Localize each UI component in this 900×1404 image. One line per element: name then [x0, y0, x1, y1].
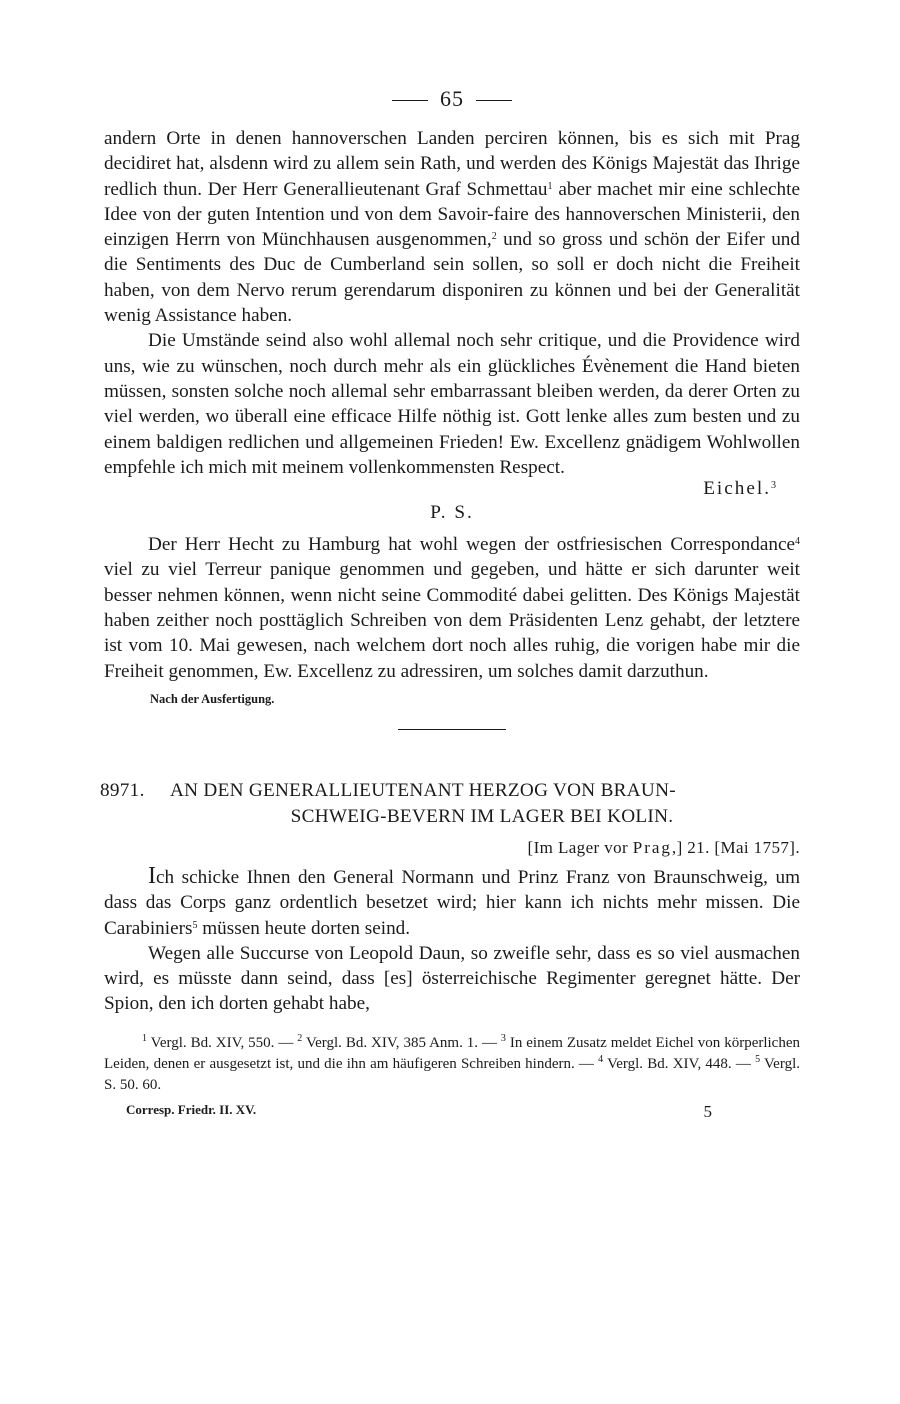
letter-heading [100, 778, 800, 830]
footnote-3: In einem Zusatz meldet Eichel von körperlichen Leiden, denen er ausgesetzt ist, und die ihn am häufigeren Schreiben hindern. — [104, 1034, 800, 1072]
page-header [104, 86, 800, 116]
dateline: [Im Lager vor Prag,] 21. [Mai 1757]. [527, 837, 800, 857]
footnote-ref-1: 1 [547, 180, 553, 192]
letter-8971-paragraph-1: Ich schicke Ihnen den General Normann und Prinz Franz von Braunschweig, um dass das Corps ganz ordentlich besetzet wird; hier kann ich nichts mehr missen. Die Carabiniers$^5$ müssen heute dorten seind. [104, 862, 800, 939]
section-divider [398, 729, 506, 730]
footnote-mark-2: 2 [297, 1032, 303, 1044]
page-footer [104, 1102, 800, 1122]
footnote-mark-5: 5 [755, 1053, 761, 1065]
footnote-5: Vergl. S. 50. 60. [104, 1055, 800, 1093]
footnote-1: Vergl. Bd. XIV, 550. — [147, 1034, 298, 1051]
footnote-ref-4: 4 [795, 536, 800, 548]
letter-paragraph-2: Die Umstände seind also wohl allemal noch sehr critique, und die Providence wird uns, wie zu wünschen, noch durch mehr als ein glückliches Évènement die Hand bieten müssen, sonsten solche noch allemal sehr embarrassant bleiben werden, da derer Orten zu viel werden, wo überall eine efficace Hilfe nöthig ist. Gott lenke alles zum besten und zu einem baldigen redlichen und allgemeinen Frieden! Ew. Excellenz gnädigem Wohlwollen empfehle ich mich mit meinem vollenkommensten Respect. [104, 330, 800, 478]
postscript-heading: P. S. [430, 502, 474, 524]
footnote-ref-3: 3 [771, 480, 778, 492]
footnote-ref-2: 2 [491, 231, 497, 243]
heading-line-1: AN DEN GENERALLIEUTENANT HERZOG VON BRAUN- [170, 779, 676, 801]
source-note: Nach der Ausfertigung. [150, 691, 275, 706]
signature-mark: Corresp. Friedr. II. XV. [126, 1101, 257, 1117]
footnote-mark-3: 3 [500, 1032, 506, 1044]
heading-line-2: SCHWEIG-BEVERN IM LAGER BEI KOLIN. [290, 805, 674, 827]
document-page [100, 86, 800, 1122]
footnote-mark-1: 1 [142, 1032, 147, 1044]
dateline-place: Prag [632, 837, 672, 857]
postscript-paragraph: Der Herr Hecht zu Hamburg hat wohl wegen der ostfriesischen Correspondance$^4$ viel zu viel Terreur panique genommen und gegeben, und hätte er sich darunter weit besser nehmen können, wenn nicht seine Commodité dabei gelitten. Des Königs Majestät haben zeither noch posttäglich Schreiben von dem Präsidenten Lenz gehabt, der letztere ist vom 10. Mai gewesen, nach welchem dort noch alles ruhig, die vorigen habe mir die Freiheit genommen, Ew. Excellenz zu adressiren, um solches damit darzuthun. [104, 534, 800, 682]
footnotes [104, 1033, 800, 1096]
letter-number: 8971. [100, 779, 145, 801]
footnote-mark-4: 4 [598, 1053, 604, 1065]
signature: Eichel.$^3$ [703, 478, 778, 500]
header-dash-left [392, 100, 428, 101]
footnote-4: Vergl. Bd. XIV, 448. — [603, 1055, 756, 1072]
initial-letter: I [148, 862, 156, 889]
footnote-ref-5: 5 [192, 919, 198, 931]
letter-8971-paragraph-2: Wegen alle Succurse von Leopold Daun, so zweifle sehr, dass es so viel ausmachen wird, es müsste dann seind, dass [es] österreichische Regimenter geregnet hätte. Der Spion, den ich dorten gehabt habe, [104, 942, 800, 1015]
page-number: 65 [440, 86, 464, 111]
footnote-2: Vergl. Bd. XIV, 385 Anm. 1. — [302, 1034, 501, 1051]
header-dash-right [476, 100, 512, 101]
sheet-number: 5 [703, 1101, 712, 1121]
letter-paragraph-1: andern Orte in denen hannoverschen Landen perciren können, bis es sich mit Prag decidiret hat, alsdenn wird zu allem sein Rath, und werden des Königs Majestät das Ihrige redlich thun. Der Herr Generallieutenant Graf Schmettau$^1$ aber machet mir eine schlechte Idee von der guten Intention und von dem Savoir-faire des hannoverschen Ministerii, den einzigen Herrn von Münchhausen ausgenommen,$^2$ und so gross und schön der Eifer und die Sentiments des Duc de Cumberland sein sollen, so soll er doch nicht die Freiheit haben, von dem Nervo rerum gerendarum disponiren zu können und bei der Generalität wenig Assistance haben. [104, 128, 800, 327]
